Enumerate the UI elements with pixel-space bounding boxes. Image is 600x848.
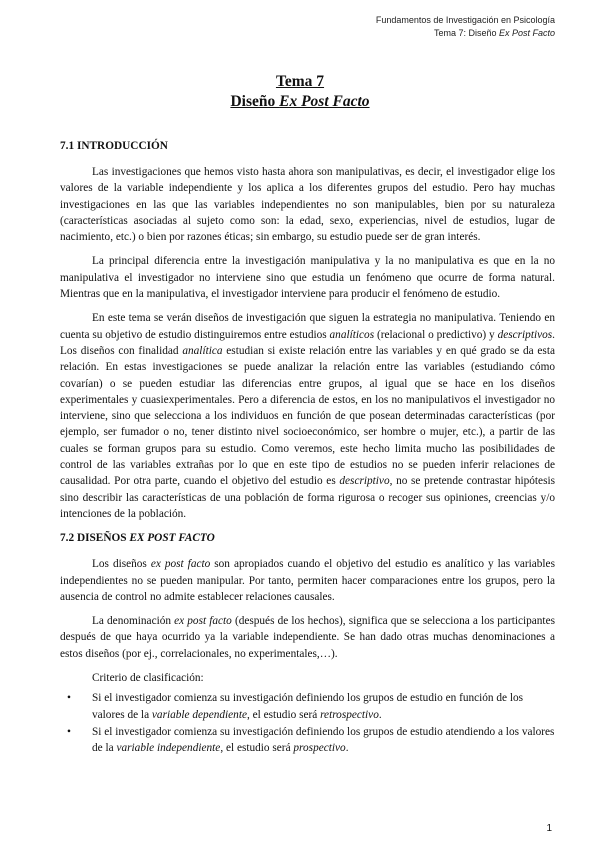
- classification-list: [60, 690, 555, 756]
- running-header: [376, 14, 555, 40]
- page-number: 1: [546, 823, 552, 834]
- header-course-title: Fundamentos de Investigación en Psicología: [375, 15, 555, 25]
- list-item: • Si el investigador comienza su investigación definiendo los grupos de estudio atendiendo a los valores de la variable independiente, el estudio será prospectivo.: [67, 725, 555, 755]
- section-heading-introduccion: 7.1 INTRODUCCIÓN: [60, 140, 168, 152]
- header-topic-em: Ex Post Facto: [498, 28, 555, 38]
- paragraph-3: En este tema se verán diseños de investigación que siguen la estrategia no manipulativa. Teniendo en cuenta su objetivo de estudio distinguiremos entre estudios analíticos (relacional o predictivo) y descriptivos. Los diseños con finalidad analítica estudian si existe relación entre las variables y en qué grado se da esta relación. En estas investigaciones se puede analizar la relación entre las variables (estudiando cómo covarían) o se pueden estudiar las diferencias entre grupos, al igual que se hace en los diseños experimentales y cuasiexperimentales. Pero a diferencia de estos, en los no manipulativos el investigador no interviene, sino que selecciona a los individuos en función de que posean determinadas características (por ejemplo, ser fumador o no, tener distinto nivel socioeconómico, ser hombre o mujer, etc.), a partir de las cuales se forman grupos para su estudio. Como veremos, este hecho limita mucho las posibilidades de control de las variables extrañas por lo que en este tipo de estudios no se pueden inferir relaciones de causalidad. Por otra parte, cuando el objetivo del estudio es descriptivo, no se pretende contrastar hipótesis sino describir las características de una población de forma rigurosa o recoger sus opiniones, creencias y/o intenciones de la población.: [60, 312, 556, 520]
- paragraph-4: Los diseños ex post facto son apropiados cuando el objetivo del estudio es analítico y las variables independientes no se pueden manipular. Por tanto, permiten hacer comparaciones entre los grupos, pero la ausencia de control no admite establecer relaciones causales.: [60, 558, 555, 603]
- bullet-icon: •: [67, 692, 71, 705]
- list-item: • Si el investigador comienza su investigación definiendo los grupos de estudio en función de los valores de la variable dependiente, el estudio será retrospectivo.: [67, 692, 524, 721]
- header-topic: Tema 7: Diseño Ex Post Facto: [433, 28, 555, 38]
- paragraph-2: La principal diferencia entre la investigación manipulativa y la no manipulativa es que en la no manipulativa el investigador no interviene sino que estudia un fenómeno que ocurre de forma natural. Mientras que en la manipulativa, el investigador interviene para producir el fenómeno de estudio.: [60, 255, 555, 301]
- section-heading-disenos: 7.2 DISEÑOS EX POST FACTO: [60, 532, 215, 545]
- bullet-icon: •: [67, 725, 71, 738]
- paragraph-5: La denominación ex post facto (después de los hechos), significa que se selecciona a los participantes después de que haya ocurrido ya la variable independiente. Se han dado otras muchas denominaciones a estos diseños (por ej., correlacionales, no experimentales,…).: [60, 615, 555, 660]
- classification-criterion: Criterio de clasificación:: [92, 672, 204, 685]
- page-title: Tema 7: [275, 73, 325, 90]
- title-block: [0, 72, 600, 112]
- document-body: [60, 138, 555, 758]
- paragraph-1: Las investigaciones que hemos visto hasta ahora son manipulativas, es decir, el investigador elige los valores de la variable independiente y los aplica a los diferentes grupos del estudio. Pero hay muchas investigaciones en las que las variables independientes no son manipulables, bien por su naturaleza (características asociadas al sujeto como son: la edad, sexo, experiencias, nivel de estudios, lugar de nacimiento, etc.) o bien por razones éticas; sin embargo, su estudio puede ser de gran interés.: [60, 166, 555, 244]
- page-subtitle: Diseño Ex Post Facto: [230, 93, 370, 110]
